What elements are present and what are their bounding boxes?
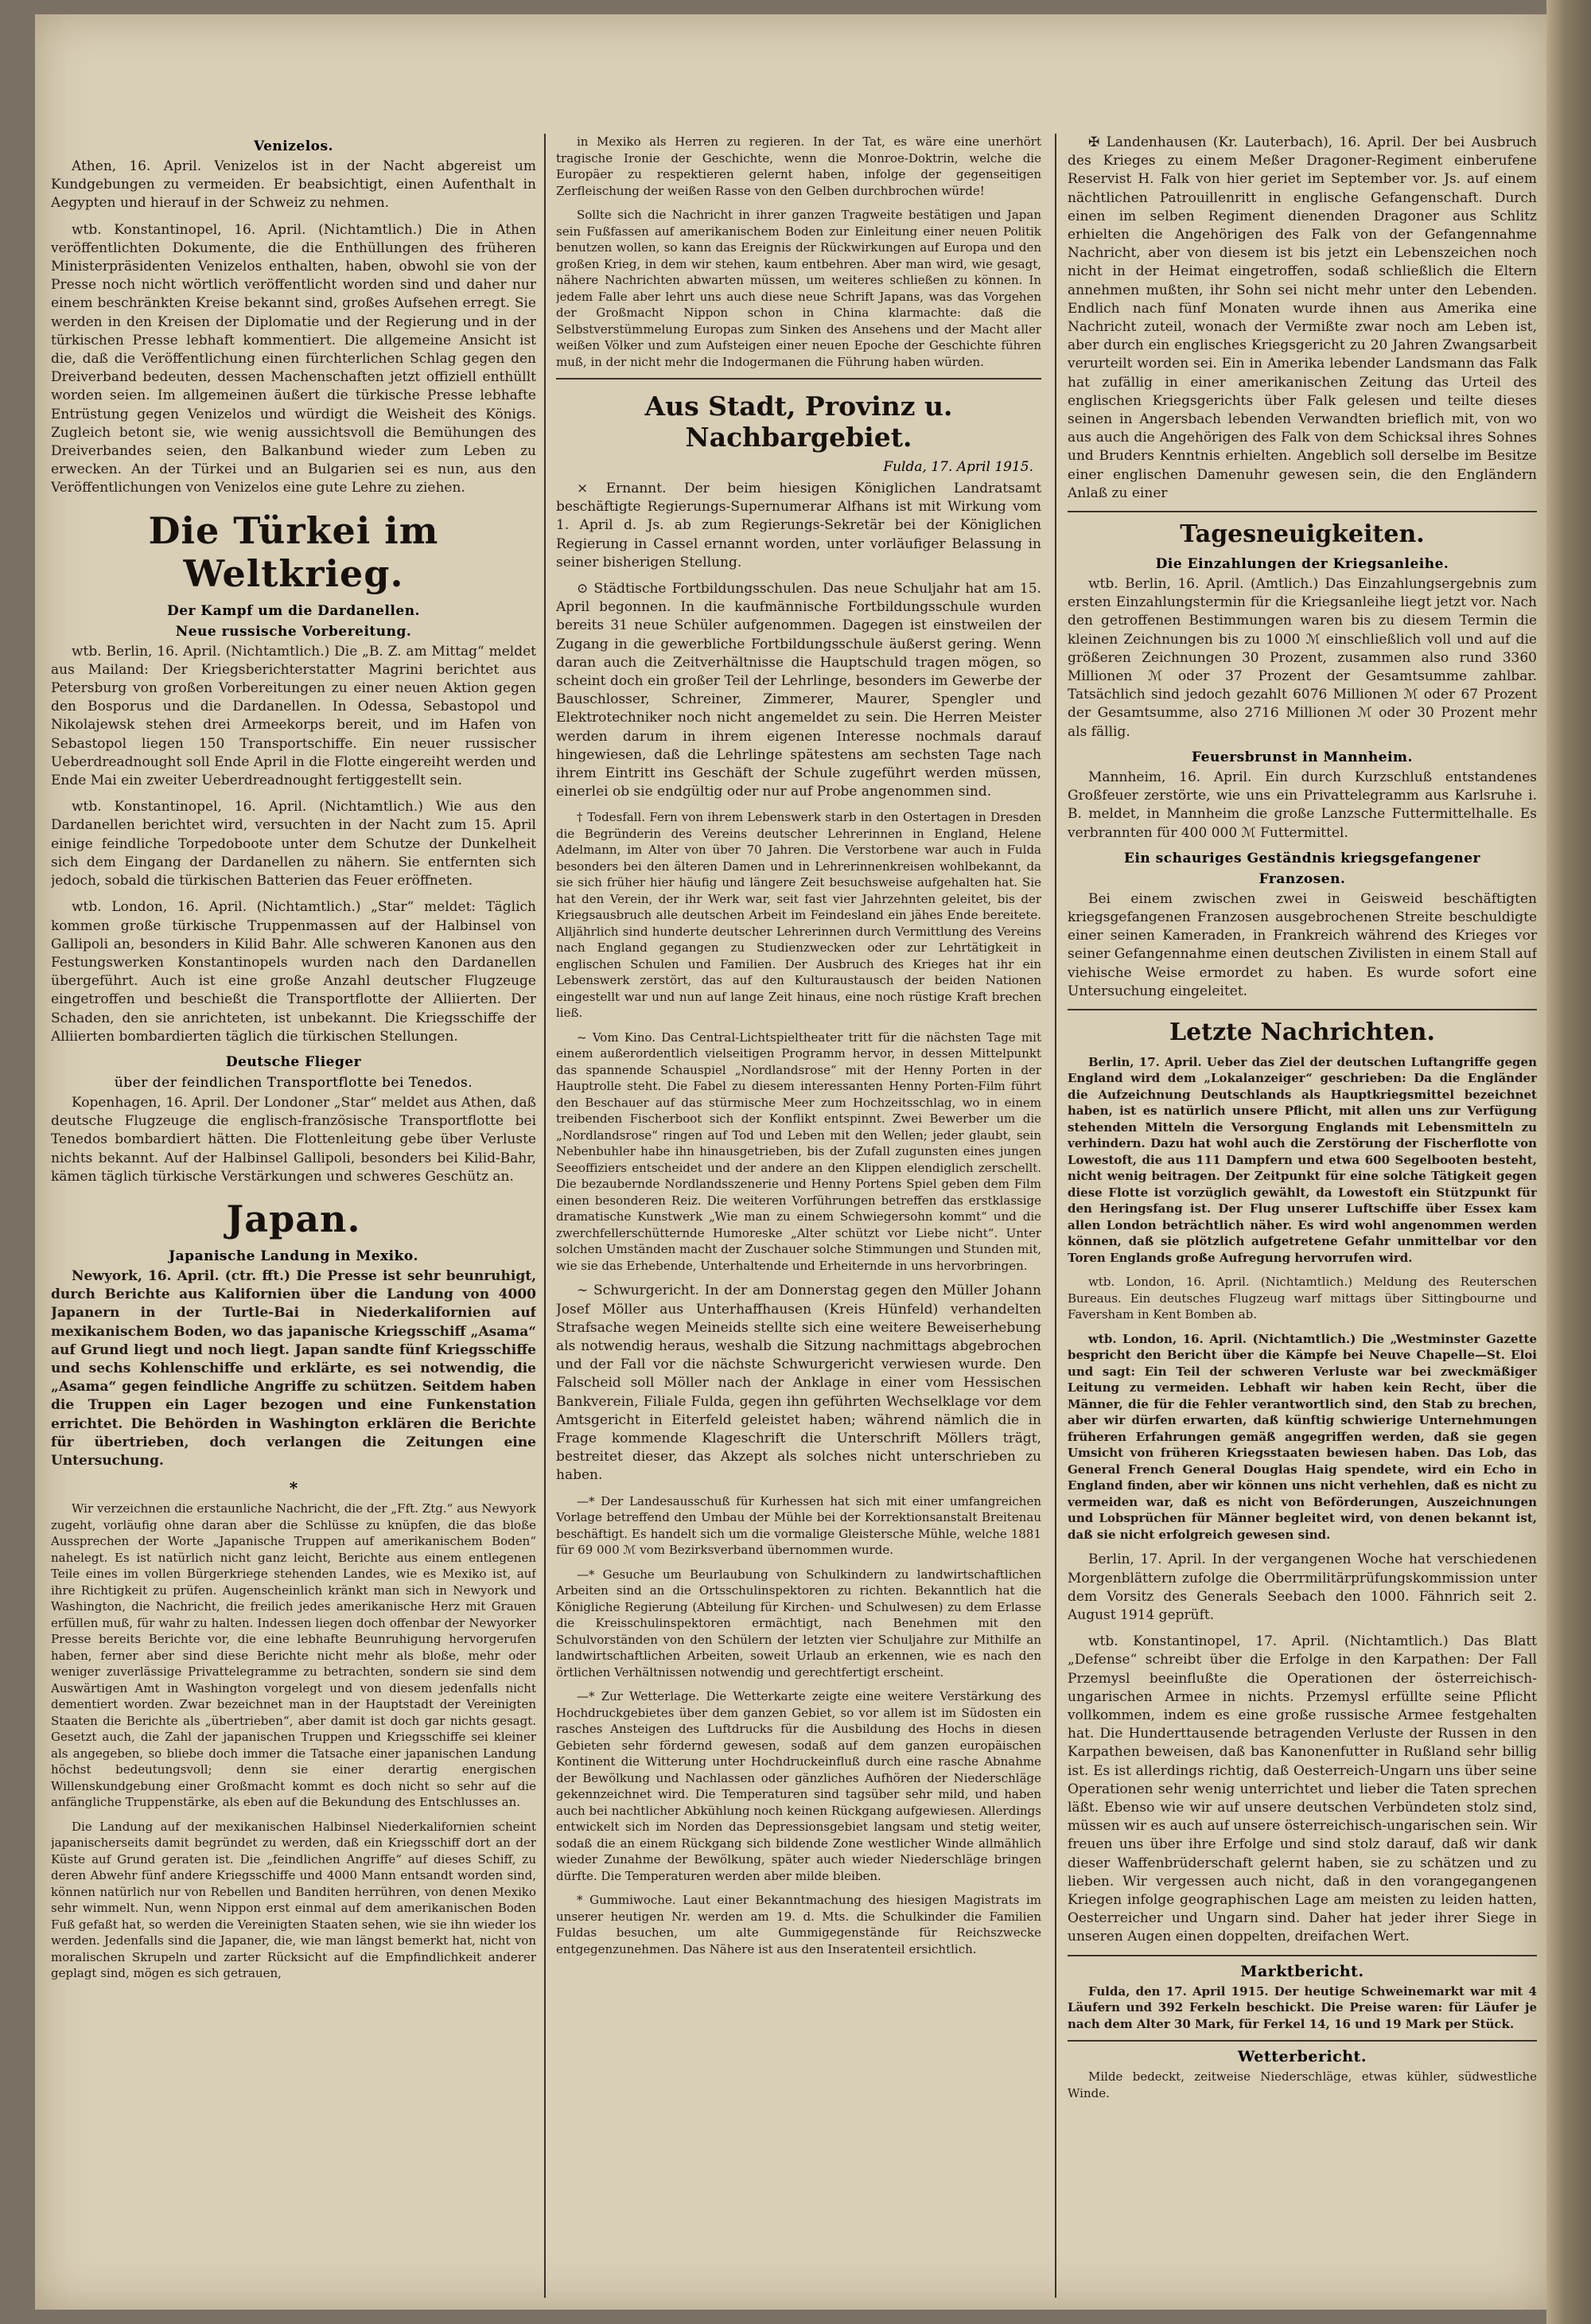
dateline: Fulda, 17. April 1915.: [883, 459, 1033, 475]
article-paragraph: —* Gesuche um Beurlaubung von Schulkindern zu landwirtschaftlichen Arbeiten sind an die Ortsschulinspektoren zu richten. Bekanntlich hat die Königliche Regierung (Abteilung für Kirchen- und Schulwesen) zu dem Erlasse die Kreisschulinspektoren ermächtigt, nach Benehmen mit den Schulvorständen von den Schülern der letzten vier Schuljahre zur Mithilfe an landwirtschaftlichen Arbeiten, soweit Urlaub an erkennen, wie es nach den örtlichen Verhältnissen notwendig und gerechtfertigt erscheint.: [556, 1567, 1041, 1680]
article-paragraph: wtb. London, 16. April. (Nichtamtlich.) Die „Westminster Gazette bespricht den Bericht über die Kämpfe bei Neuve Chapelle—St. Eloi und sagt: Ein Teil der schweren Verluste war bei zweckmäßiger Leitung zu vermeiden. Lebhaft wir haben kein Recht, über die Männer, die für die Fehler verantwortlich sind, den Stab zu brechen, aber wir dürfen erwarten, daß künftig schwierige Unternehmungen früheren Erfahrungen gemäß angegriffen werden, daß sie gegen Umsicht von früheren Kriegsstaaten bewiesen haben. Das Lob, das General French General Douglas Haig spendete, wird ein Echo in England finden, aber wir können uns nicht verhehlen, daß es nicht zu vermeiden war, daß es nicht von Beförderungen, Auszeichnungen und Lobsprüchen für Männer begleitet wird, von denen bekannt ist, daß sie nicht erfolgreich gewesen sind.: [1068, 1331, 1537, 1542]
heading-wetterbericht: Wetterbericht.: [1238, 2048, 1367, 2066]
article-paragraph: ⊙ Städtische Fortbildungsschulen. Das neue Schuljahr hat am 15. April begonnen. In die kaufmännische Fortbildungsschule wurden bereits 31 neue Schüler aufgenommen. Dagegen ist einstweilen der Zugang in die gewerbliche Fortbildungsschule äußerst gering. Wenn daran auch die Zeitverhältnisse die Hauptschuld tragen mögen, so scheint doch ein großer Teil der Lehrlinge, besonders im Gewerbe der Bauschlosser, Schreiner, Zimmerer, Maurer, Spengler und Elektrotechniker noch nicht angemeldet zu sein. Die Herren Meister werden darum in ihrem eigenen Interesse nochmals darauf hingewiesen, daß die Lehrlinge spätestens am sechsten Tage nach ihrem Eintritt ins Geschäft der Schule zugeführt werden müssen, einerlei ob sie endgültig oder nur auf Probe angenommen sind.: [556, 581, 1041, 800]
article-paragraph: Sollte sich die Nachricht in ihrer ganzen Tragweite bestätigen und Japan sein Fußfassen auf amerikanischem Boden zur Einleitung einer neuen Politik benutzen wollen, so kann das Ereignis der Rückwirkungen auf Europa und den großen Krieg, in dem wir stehen, kaum entbehren. Aber man wird, wie gesagt, nähere Nachrichten abwarten müssen, um weiteres schließen zu können. In jedem Falle aber lehrt uns auch diese neue Schrift Japans, was das Vorgehen der Großmacht Nippon schon in China klarmachte: daß die Selbstverstümmelung Europas zum Sinken des Ansehens und der Macht aller weißen Völker und zum Aufsteigen einer neuen Epoche der Geschichte führen muß, in der nicht mehr die Indogermanen die Führung haben würden.: [556, 208, 1041, 369]
divider: [1068, 511, 1537, 512]
headline-tuerkei: Die Türkei im Weltkrieg.: [148, 508, 439, 595]
subheading: Franzosen.: [1258, 870, 1346, 887]
subheading: Feuersbrunst in Mannheim.: [1192, 749, 1413, 765]
divider: [1068, 1955, 1537, 1956]
article-paragraph: in Mexiko als Herren zu regieren. In der Tat, es wäre eine unerhört tragische Ironie der Geschichte, wenn die Monroe-Doktrin, welche die Europäer zu respektieren gelernt haben, infolge der gegenseitigen Zerfleischung der weißen Rasse von den Gelben durchbrochen würde!: [556, 134, 1041, 198]
article-paragraph: —* Der Landesausschuß für Kurhessen hat sich mit einer umfangreichen Vorlage betreffend den Umbau der Mühle bei der Korrektionsanstalt Breitenau beschäftigt. Es handelt sich um die vormalige Gleistersche Mühle, welche 1881 für 69 000 ℳ vom Bezirksverband übernommen wurde.: [556, 1493, 1041, 1558]
article-paragraph: Die Landung auf der mexikanischen Halbinsel Niederkalifornien scheint japanischerseits damit begründet zu werden, daß ein Kriegsschiff dort an der Küste auf Grund geraten ist. Die „feindlichen Angriffe“ auf dieses Schiff, zu deren Abwehr fünf andere Kriegsschiffe und 4000 Mann entsandt worden sind, können natürlich nur von Rebellen und Banditen herrühren, von denen Mexiko sehr wimmelt. Nun, wenn Nippon erst einmal auf dem amerikanischen Boden Fuß gefaßt hat, so werden die Vereinigten Staaten sehen, wie sie ihn wieder los werden. Jedenfalls sind die Japaner, die, wie man längst bemerkt hat, nicht von moralischen Skrupeln und zarter Rücksicht auf die Empfindlichkeit anderer geplagt sind, mögen es sich getrauen,: [51, 1819, 536, 1981]
headline-tagesneuigkeiten: Tagesneuigkeiten.: [1180, 520, 1425, 549]
article-paragraph: wtb. Berlin, 16. April. (Nichtamtlich.) Die „B. Z. am Mittag“ meldet aus Mailand: Der Kriegsberichterstatter Magrini berichtet aus Petersburg von großen Vorbereitungen zu einer neuen Aktion gegen den Bosporus und die Dardanellen. In Odessa, Sebastopol und Nikolajewsk stehen drei Armeekorps bereit, und im Hafen von Sebastopol liegen 150 Transportschiffe. Ein neuer russischer Ueberdreadnought soll Ende April in die Flotte eingereiht werden und Ende Mai ein zweiter Ueberdreadnought fertiggestellt sein.: [51, 643, 536, 789]
article-paragraph: Newyork, 16. April. (ctr. fft.) Die Presse ist sehr beunruhigt, durch Berichte aus Kalifornien über die Landung von 4000 Japanern in der Turtle-Bai in Niederkalifornien auf mexikanischem Boden, wo das japanische Kriegsschiff „Asama“ auf Grund liegt und noch liegt. Japan sandte fünf Kriegsschiffe und sechs Kohlenschiffe und erklärte, es sei notwendig, die „Asama“ gegen feindliche Angriffe zu schützen. Seitdem haben die Truppen ein Lager bezogen und eine Funkenstation errichtet. Die Behörden in Washington erklären die Berichte für übertrieben, doch verlangen die Zeitungen eine Untersuchung.: [51, 1267, 536, 1469]
column-middle: [556, 134, 1041, 2306]
headline-japan: Japan.: [226, 1197, 361, 1240]
column-rule: [544, 134, 546, 2298]
column-right: [1068, 134, 1537, 2306]
article-paragraph: Wir verzeichnen die erstaunliche Nachricht, die der „Fft. Ztg.“ aus Newyork zugeht, vorläufig ohne daran aber die Schlüsse zu knüpfen, die das bloße Aussprechen der Worte „Japanische Truppen auf amerikanischem Boden“ nahelegt. Es ist natürlich nicht ganz leicht, Berichte aus einem entlegenen Teile eines im vollen Bürgerkriege stehenden Landes, wie es Mexiko ist, auf ihre Richtigkeit zu prüfen. Augenscheinlich kränkt man sich in Newyork und Washington, die Nachricht, die freilich jedes amerikanische Herz mit Grauen erfüllen muß, für wahr zu halten. Indessen liegen doch offenbar der Newyorker Presse bereits Berichte vor, die eine lebhafte Beunruhigung hervorgerufen haben, ferner aber sind diese Berichte nicht mehr als bloße, mehr oder weniger zuverlässige Privattelegramme zu betrachten, sondern sie sind dem Auswärtigen Amt in Washington vorgelegt und von diesem jedenfalls nicht dementiert worden. Zwar bezeichnet man in der Hauptstadt der Vereinigten Staaten die Berichte als „übertrieben“, aber damit ist doch gar nichts gesagt. Gesetzt auch, die Zahl der japanischen Truppen und Kriegsschiffe sei kleiner als angegeben, so bliebe doch immer die Tatsache einer japanischen Landung höchst bedeutungsvoll; denn sie einer derartig energischen Willenskundgebung einer Großmacht kommt es doch nicht so sehr auf die anfängliche Truppenstärke, als eben auf die Bekundung des Entschlusses an.: [51, 1501, 536, 1810]
divider: [1068, 1009, 1537, 1010]
article-paragraph: Mannheim, 16. April. Ein durch Kurzschluß entstandenes Großfeuer zerstörte, wie uns ein Privattelegramm aus Karlsruhe i. B. meldet, in Mannheim die große Lanzsche Futtermittelhalle. Es verbrannten für 400 000 ℳ Futtermittel.: [1068, 769, 1537, 841]
article-paragraph: Berlin, 17. April. In der vergangenen Woche hat verschiedenen Morgenblättern zufolge die Oberrmilitärprüfungskommission unter dem Vorsitz des Generals Seebach den 1000. Fähnrich seit 2. August 1914 geprüft.: [1068, 1551, 1537, 1624]
article-paragraph: × Ernannt. Der beim hiesigen Königlichen Landratsamt beschäftigte Regierungs-Supernumerar Alfhans ist mit Wirkung vom 1. April d. Js. ab zum Regierungs-Sekretär bei der Königlichen Regierung in Cassel ernannt worden, unter vorläufiger Belassung in seiner bisherigen Stellung.: [556, 481, 1041, 570]
headline-stadt: Aus Stadt, Provinz u. Nachbargebiet.: [644, 391, 953, 453]
article-paragraph: ∼ Schwurgericht. In der am Donnerstag gegen den Müller Johann Josef Möller aus Unterhaffhausen (Kreis Hünfeld) verhandelten Strafsache wegen Meineids stellte sich eine weitere Beweiserhebung als notwendig heraus, weshalb die Sitzung nachmittags abgebrochen und der Fall vor die nächste Schwurgericht verwiesen wurde. Den Falscheid soll Möller nach der Anklage in einer vom Hessischen Bankverein, Filiale Fulda, gegen ihn geführten Wechselklage vor dem Amtsgericht in Eiterfeld geleistet haben; während nämlich die in Frage kommende Klageschrift die Unterschrift Möllers trägt, bestreitet dieser, das Akzept als solches nicht unterschrieben zu haben.: [556, 1283, 1041, 1484]
headline-letzte-nachrichten: Letzte Nachrichten.: [1169, 1018, 1435, 1046]
article-paragraph: Berlin, 17. April. Ueber das Ziel der deutschen Luftangriffe gegen England wird dem „Lokalanzeiger“ geschrieben: Da die Engländer die Aufzeichnung Deutschlands als Hauptkriegsmittel bezeichnet haben, ist es natürlich unsere Pflicht, mit allen uns zur Verfügung stehenden Mitteln die Versorgung Englands mit Lebensmitteln zu verhindern. Dazu hat wohl auch die Zerstörung der Fischerflotte von Lowestoft, die aus 111 Dampfern und etwa 600 Segelbooten besteht, nicht wenig beitragen. Der Zeitpunkt für eine solche Tätigkeit gegen diese Flotte ist vorzüglich gewählt, da Lowestoft ein Stützpunkt für den Heringsfang ist. Der Flug unserer Luftschiffe über Essex kam allen London beträchtlich näher. Es wird wohl angenommen werden können, daß sie plötzlich aufgetretene Gefahr unmittelbar vor den Toren Englands große Aufregung hervorrufen wird.: [1068, 1054, 1537, 1265]
page-edge-shadow: [1546, 0, 1591, 2324]
subheading: Der Kampf um die Dardanellen.: [167, 602, 420, 619]
article-paragraph: —* Zur Wetterlage. Die Wetterkarte zeigte eine weitere Verstärkung des Hochdruckgebietes über dem ganzen Gebiet, so vor allem ist im Südosten ein rasches Ansteigen des Luftdrucks für die Ausbildung des Hochs in diesen Gebieten sehr fördernd gewesen, sodaß auf dem ganzen europäischen Kontinent die Witterung unter Hochdruckeinfluß durch eine rasche Abnahme der Bewölkung und Nachlassen oder gänzliches Aufhören der Niederschläge gekennzeichnet wird. Die Temperaturen sind tagsüber sehr mild, und haben auch bei nachtlicher Abkühlung noch keinen Rückgang aufgewiesen. Allerdings entwickelt sich im Norden das Depressionsgebiet langsam und stetig weiter, sodaß die an einem Rückgang sich bildende Zone westlicher Winde allmählich wieder Zunahme der Bewölkung, später auch wieder Niederschläge bringen dürfte. Die Temperaturen werden aber milde bleiben.: [556, 1689, 1041, 1883]
heading-marktbericht: Marktbericht.: [1240, 1962, 1364, 1980]
article-paragraph: * Gummiwoche. Laut einer Bekanntmachung des hiesigen Magistrats im unserer heutigen Nr. werden am 19. d. Mts. die Schulkinder die Familien Fuldas besuchen, um alte Gummigegenstände für Reichszwecke entgegenzunehmen. Das Nähere ist aus den Inseratenteil ersichtlich.: [556, 1893, 1041, 1956]
article-paragraph: Milde bedeckt, zeitweise Niederschläge, etwas kühler, südwestliche Winde.: [1068, 2069, 1537, 2100]
divider: [556, 378, 1041, 380]
article-paragraph: † Todesfall. Fern von ihrem Lebenswerk starb in den Ostertagen in Dresden die Begründerin des Vereins deutscher Lehrerinnen in England, Helene Adelmann, im Alter von über 70 Jahren. Die Verstorbene war auch in Fulda besonders bei den älteren Damen und in Lehrerinnenkreisen wohlbekannt, da sie sich früher hier häufig und längere Zeit besuchsweise aufgehalten hat. Sie hat den Verein, der ihr Werk war, seit fast vier Jahrzehnten geleitet, bis der Kriegsausbruch alle deutschen Arbeit im Feindesland ein jähes Ende bereitete. Alljährlich sind hunderte deutscher Lehrerinnen durch Vermittlung des Vereins nach England gegangen zu Studienzwecken oder zur Lehrtätigkeit in englischen Schulen und Familien. Der Ausbruch des Krieges hat ihr ein Lebenswerk zerstört, das auf den Kulturaustausch der beiden Nationen eingestellt war und nun auf lange Zeit hinaus, eine noch rüstige Kraft brechen ließ.: [556, 810, 1041, 1021]
subheading: Ein schauriges Geständnis kriegsgefangener: [1124, 850, 1480, 866]
subheading: Japanische Landung in Mexiko.: [169, 1248, 418, 1264]
section-heading: Venizelos.: [253, 138, 334, 154]
article-paragraph: Kopenhagen, 16. April. Der Londoner „Star“ meldet aus Athen, daß deutsche Flugzeuge die englisch-französische Transportflotte bei Tenedos bombardiert hätten. Die Flottenleitung gebe über Verluste nichts bekannt. Auf der Halbinsel Gallipoli, besonders bei Kilid-Bahr, kämen täglich türkische Verstärkungen und schweres Geschütz an.: [51, 1094, 536, 1185]
article-paragraph: Fulda, den 17. April 1915. Der heutige Schweinemarkt war mit 4 Läufern und 392 Ferkeln beschickt. Die Preise waren: für Läufer je nach dem Alter 30 Mark, für Ferkel 14, 16 und 19 Mark per Stück.: [1068, 1983, 1537, 2031]
subheading: Deutsche Flieger: [225, 1053, 362, 1070]
column-left: [51, 134, 536, 2306]
article-paragraph: wtb. London, 16. April. (Nichtamtlich.) Meldung des Reuterschen Bureaus. Ein deutsches Flugzeug warf mittags über Sittingbourne und Faversham in Kent Bomben ab.: [1068, 1275, 1537, 1322]
subheading: Die Einzahlungen der Kriegsanleihe.: [1155, 556, 1449, 573]
article-paragraph: wtb. Konstantinopel, 16. April. (Nichtamtlich.) Wie aus den Dardanellen berichtet wird, versuchten in der Nacht zum 15. April einige feindliche Torpedoboote unter dem Schutze der Dunkelheit sich dem Eingang der Dardanellen zu nähern. Sie entfernten sich jedoch, sobald die türkischen Batterien das Feuer eröffneten.: [51, 799, 536, 890]
article-paragraph: Bei einem zwischen zwei in Geisweid beschäftigten kriegsgefangenen Franzosen ausgebrochenen Streite beschuldigte einer seinen Kameraden, in Frankreich während des Krieges vor seiner Gefangennahme einen deutschen Zivilisten in einem Stall auf viehische Weise ermordet zu haben. Es wurde sofort eine Untersuchung eingeleitet.: [1068, 890, 1537, 999]
separator-star: *: [289, 1478, 298, 1498]
article-paragraph: wtb. Konstantinopel, 16. April. (Nichtamtlich.) Die in Athen veröffentlichten Dokumente, die die Enthüllungen des früheren Ministerpräsidenten Venizelos enthalten, haben, obwohl sie von der Presse noch nicht wörtlich veröffentlicht worden sind und daher nur einem beschränkten Kreise bekannt sind, großes Aufsehen erregt. Sie werden in den Kreisen der Diplomatie und der Regierung und in der türkischen Presse lebhaft kommentiert. Die allgemeine Ansicht ist die, daß die Veröffentlichung einen fürchterlichen Schlag gegen den Dreiverband bedeuten, dessen Machenschaften jetzt offiziell enthüllt worden seien. Im allgemeinen äußert die türkische Presse lebhafte Entrüstung gegen Venizelos und würdigt die Weisheit des Königs. Zugleich betont sie, wie wenig aussichtsvoll die Bemühungen des Dreiverbandes seien, den Balkanbund wieder zum Leben zu erwecken. An der Türkei und an Bulgarien sei es nun, aus den Veröffentlichungen von Venizelos eine gute Lehre zu ziehen.: [51, 221, 536, 496]
newspaper-page: [35, 14, 1546, 2310]
article-paragraph: wtb. London, 16. April. (Nichtamtlich.) „Star“ meldet: Täglich kommen große türkische Truppenmassen auf der Halbinsel von Gallipoli an, besonders in Kilid Bahr. Alle schweren Kanonen aus den Festungswerken Konstantinopels wurden nach den Dardanellen übergeführt. Auch ist eine große Anzahl deutscher Flugzeuge eingetroffen und beschießt die Transportflotte der Alliierten. Der Schaden, den sie anrichteten, ist unbekannt. Die Kriegsschiffe der Alliierten bombardierten täglich die türkischen Stellungen.: [51, 899, 536, 1045]
article-paragraph: ~ Vom Kino. Das Central-Lichtspieltheater tritt für die nächsten Tage mit einem außerordentlich vielseitigen Programm hervor, in dessen Mittelpunkt das spannende Schauspiel „Nordlandsrose“ mit der Henny Porten in der Hauptrolle steht. Die Fabel zu diesem interessanten Henny Porten-Film führt den Beschauer auf das stürmische Meer zum Hochzeitsschlag, wo in einem treibenden Fischerboot sich der Konflikt entspinnt. Zwei Bewerber um die „Nordlandsrose“ ringen auf Tod und Leben mit den Wellen; jeder glaubt, sein Nebenbuhler habe ihn hinausgetrieben, bis der Zufall zugunsten eines jungen Seeoffiziers entscheidet und der andere an den Klippen elendiglich zerschellt. Die bezaubernde Nordlandsszenerie und Henny Portens Spiel geben dem Film einen besonderen Reiz. Die weiteren Vorführungen betreffen das erstklassige dramatische Kunstwerk „Wie man zu einem Schwiegersohn kommt“ und die zwerchfellerschütternde Humoreske „Alter schützt vor Liebe nicht“. Unter solchen Umständen macht der Zuschauer solche Stimmungen und Stunden mit, wie sie das Erhebende, Unterhaltende und Erheiternde in uns hervorbringen.: [556, 1030, 1041, 1273]
article-paragraph: wtb. Konstantinopel, 17. April. (Nichtamtlich.) Das Blatt „Defense“ schreibt über die Erfolge in den Karpathen: Der Fall Przemysl beeinflußte die Operationen der österreichisch-ungarischen Armee in nichts. Przemysl erfüllte seine Pflicht vollkommen, indem es eine große russische Armee festgehalten hat. Die Hunderttausende betragenden Verluste der Russen in den Karpathen beweisen, daß bas Kanonenfutter in Rußland sehr billig ist. Es ist allerdings richtig, daß Oesterreich-Ungarn uns über seine Operationen sehr wenig unterrichtet und lieber die Taten sprechen läßt. Ebenso wie wir auf unsere deutschen Verbündeten stolz sind, müssen wir es auch auf unsere österreichisch-ungarischen sein. Wir freuen uns über ihre Erfolge und sind stolz darauf, daß wir dank dieser Waffenbrüderschaft gelernt haben, sie zu schätzen und zu lieben. Wir vergessen auch nicht, daß in den vorangegangenen Kriegen infolge geographischen Lage am meisten zu leiden hatten, Oesterreicher und Ungarn sind. Daher hat jeder ihrer Siege in unseren Augen einen doppelten, dreifachen Wert.: [1068, 1633, 1537, 1945]
column-rule: [1055, 134, 1056, 2298]
divider: [1068, 2040, 1537, 2042]
article-paragraph: wtb. Berlin, 16. April. (Amtlich.) Das Einzahlungsergebnis zum ersten Einzahlungstermin für die Kriegsanleihe liegt jetzt vor. Nach den getroffenen Bestimmungen waren bis zu diesem Termin die kleinen Zeichnungen bis zu 1000 ℳ einschließlich voll und auf die größeren Zeichnungen 30 Prozent, zusammen also rund 3360 Millionen ℳ oder 37 Prozent der Gesamtsumme zahlbar. Tatsächlich sind jedoch gezahlt 6076 Millionen ℳ oder 67 Prozent der Gesamtsumme, also 2716 Millionen ℳ oder 30 Prozent mehr als fällig.: [1068, 576, 1537, 740]
article-paragraph: ✠ Landenhausen (Kr. Lauterbach), 16. April. Der bei Ausbruch des Krieges zu einem Meßer Dragoner-Regiment einberufene Reservist H. Falk von hier geriet im September vor. Js. auf einem nächtlichen Patrouillenritt in englische Gefangenschaft. Durch einen im selben Regiment dienenden Dragoner aus Schlitz erhielten die Angehörigen des Falk von der Gefangennahme Nachricht, aber von diesem ist bis jetzt ein Lebenszeichen noch nicht in der Heimat eingetroffen, sodaß schließlich die Eltern annehmen mußten, ihr Sohn sei nicht mehr unter den Lebenden. Endlich nach fünf Monaten wurde ihnen aus Amerika eine Nachricht zuteil, wonach der Vermißte zwar noch am Leben ist, aber durch ein englisches Kriegsgericht zu 20 Jahren Zwangsarbeit verurteilt worden sei. Ein in Amerika lebender Landsmann das Falk hat zufällig in einer amerikanischen Zeitung das Urteil des englischen Kriegsgerichts über Falk gelesen und teilte dieses seinen in Angersbach lebenden Verwandten brieflich mit, von wo aus auch die Angehörigen des Falk von dem Schicksal ihres Sohnes und Bruders Kenntnis erhielten. Angeblich soll derselbe im Besitze einer englischen Damenuhr gewesen sein, die den Engländern Anlaß zu einer: [1068, 134, 1537, 501]
article-paragraph: Athen, 16. April. Venizelos ist in der Nacht abgereist um Kundgebungen zu vermeiden. Er beabsichtigt, einen Aufenthalt in Aegypten und hierauf in der Schweiz zu nehmen.: [51, 158, 536, 212]
subheading: über der feindlichen Transportflotte bei Tenedos.: [114, 1074, 473, 1091]
subheading: Neue russische Vorbereitung.: [175, 623, 412, 640]
